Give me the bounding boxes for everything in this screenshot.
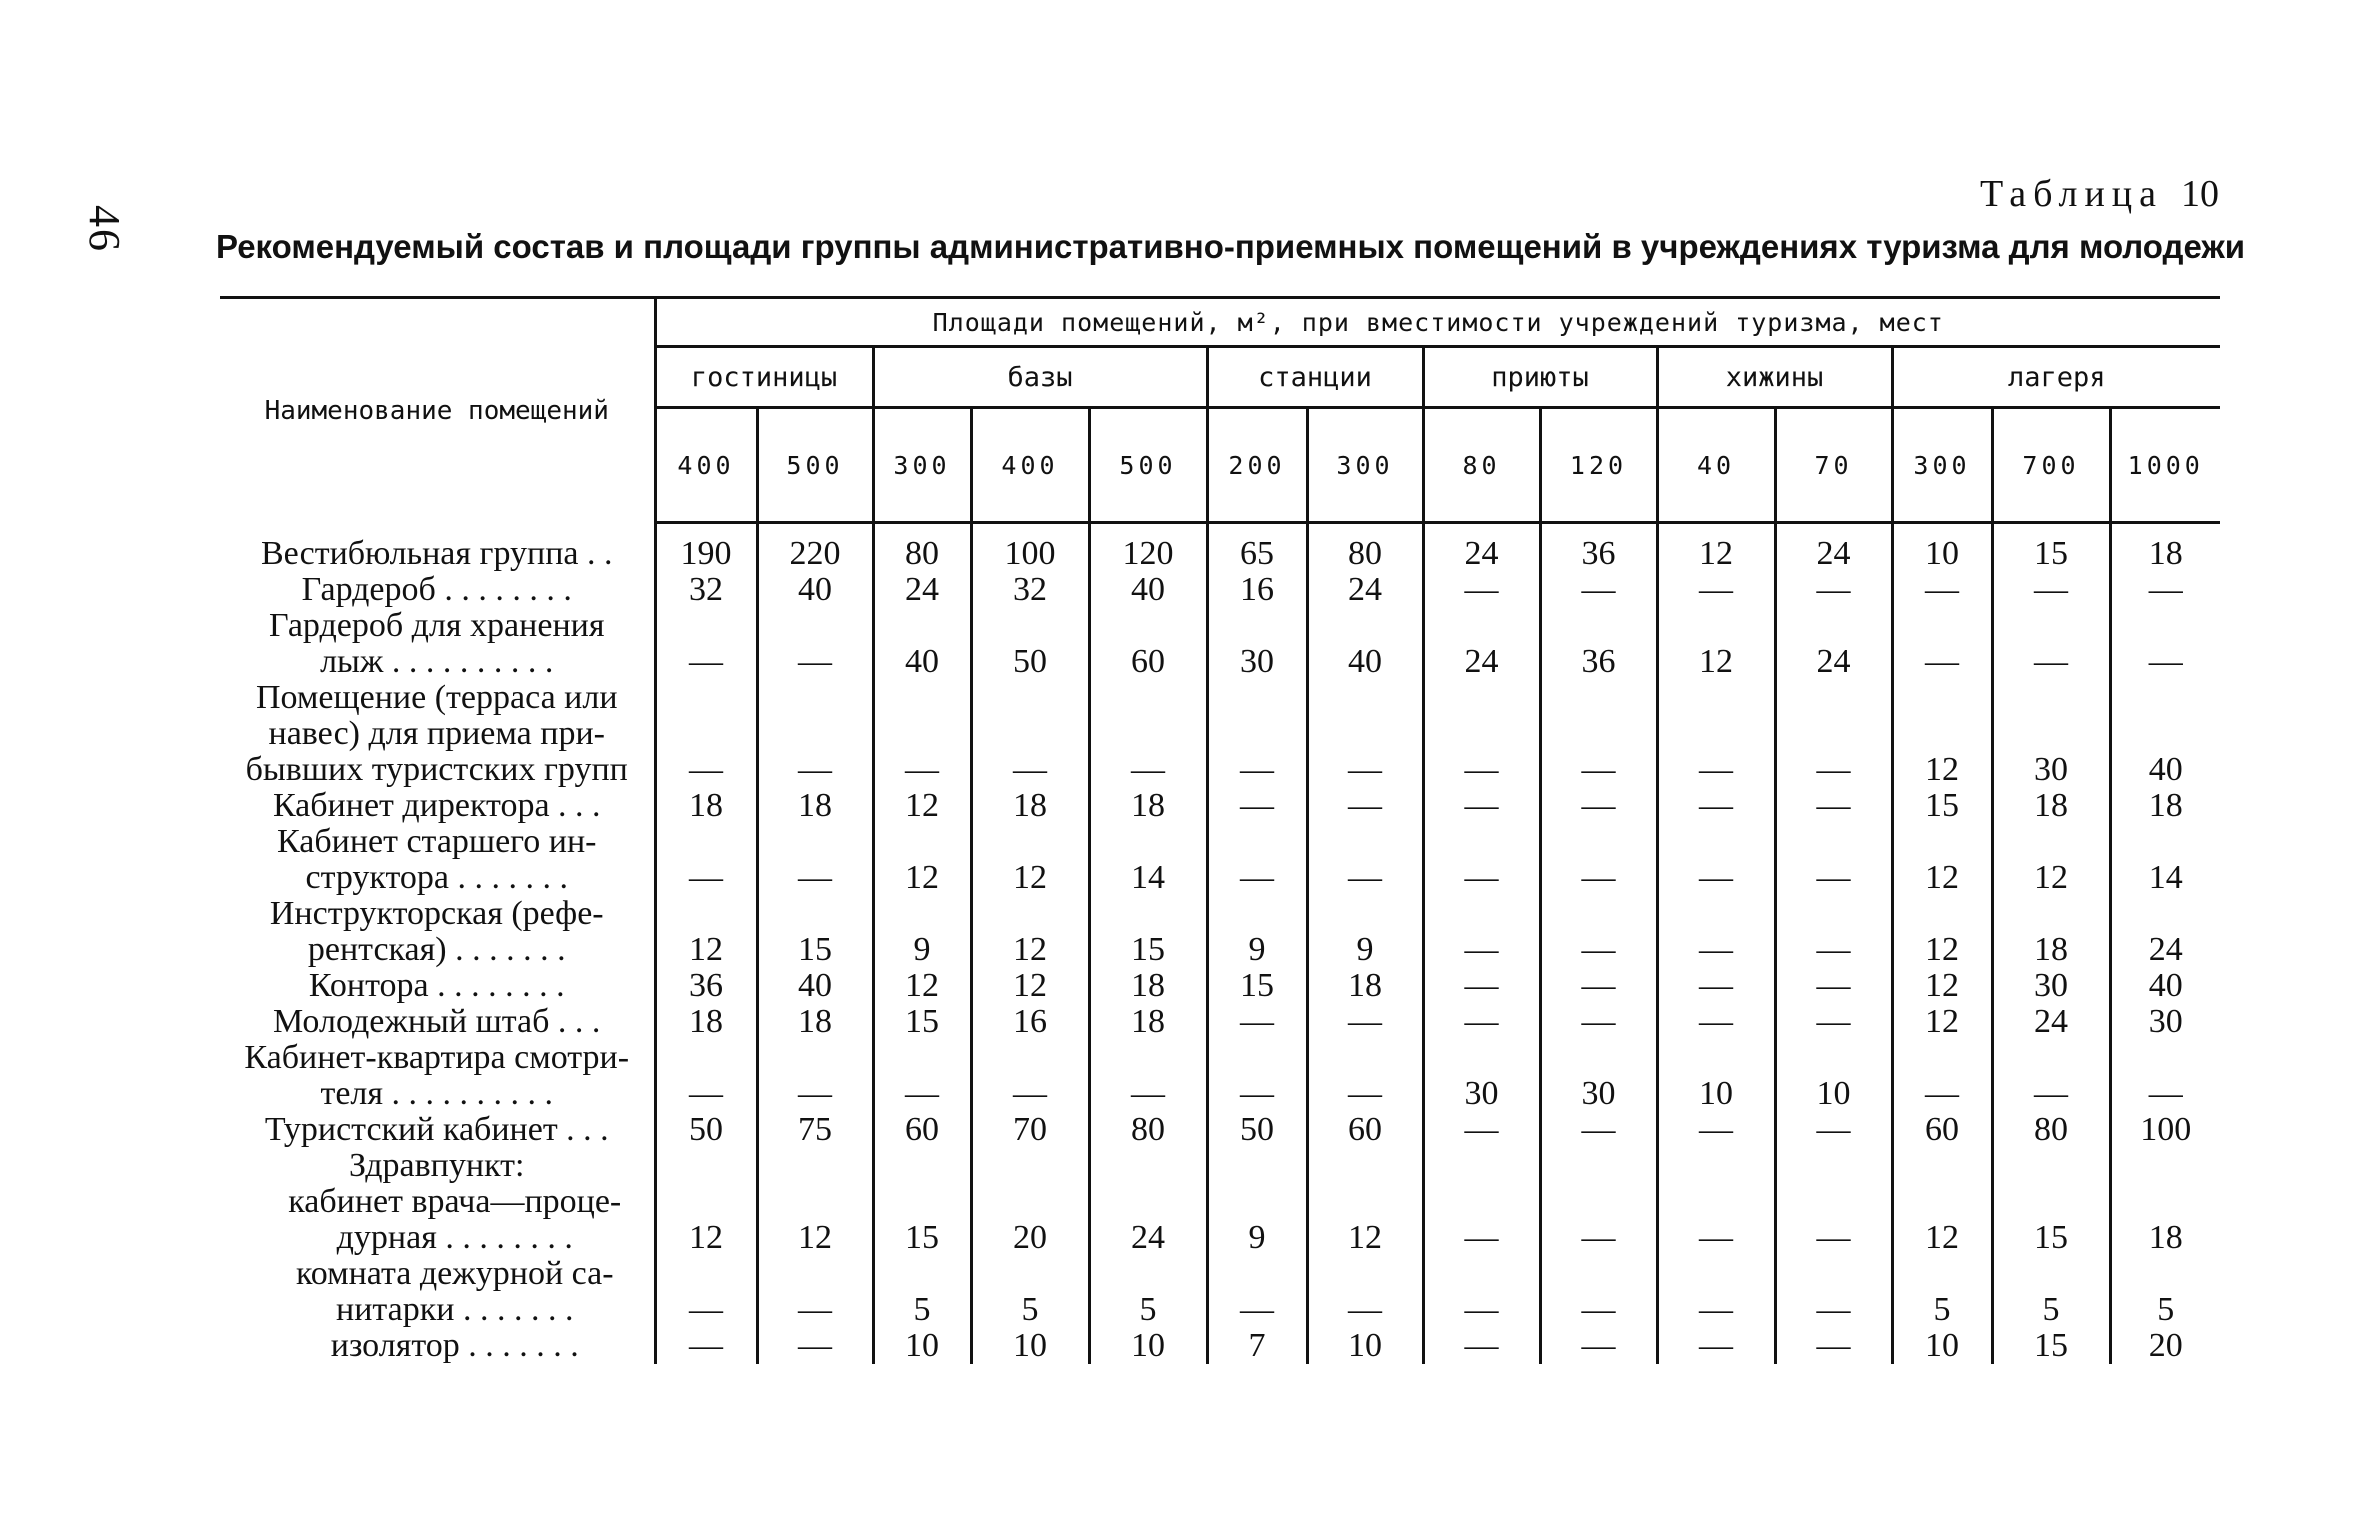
- table-cell: 10: [1892, 1328, 1992, 1364]
- table-cell: 15: [1992, 536, 2110, 572]
- table-cell: [873, 1148, 971, 1184]
- table-row: [220, 680, 2220, 788]
- room-name-line: Вестибюльная группа . .: [261, 535, 613, 572]
- table-cell: [1540, 1148, 1657, 1184]
- table-cell: —: [1657, 680, 1775, 788]
- table-cell: 12: [1992, 824, 2110, 896]
- table-row: [220, 1148, 2220, 1184]
- table-cell: —: [1775, 788, 1892, 824]
- table-cell: —: [1423, 680, 1540, 788]
- table-cell: 18: [757, 788, 873, 824]
- room-name-line: Помещение (терраса или: [255, 679, 618, 716]
- table-cell: 10: [1892, 536, 1992, 572]
- header-capacity: 1000: [2110, 408, 2220, 523]
- table-cell: [1307, 1148, 1423, 1184]
- table-cell: —: [1540, 788, 1657, 824]
- table-cell: 30: [1992, 968, 2110, 1004]
- table-cell: 24: [1775, 608, 1892, 680]
- table-cell: —: [1657, 1004, 1775, 1040]
- table-row: [220, 1004, 2220, 1040]
- table-row: [220, 968, 2220, 1004]
- room-name: [220, 680, 655, 788]
- table-cell: —: [1307, 680, 1423, 788]
- room-name: [220, 1112, 655, 1148]
- table-cell: —: [1775, 680, 1892, 788]
- table-row: [220, 824, 2220, 896]
- table-row: [220, 1184, 2220, 1256]
- table-cell: 18: [655, 788, 757, 824]
- table-cell: —: [1775, 896, 1892, 968]
- table-cell: 100: [971, 536, 1089, 572]
- table-cell: 10: [873, 1328, 971, 1364]
- header-capacity: 40: [1657, 408, 1775, 523]
- table-cell: 30: [1207, 608, 1307, 680]
- table-cell: 15: [873, 1004, 971, 1040]
- table-cell: 80: [1089, 1112, 1207, 1148]
- table-cell: —: [1423, 572, 1540, 608]
- table-cell: 40: [1089, 572, 1207, 608]
- room-name-line: Кабинет старшего ин-: [277, 823, 597, 860]
- table-row: [220, 896, 2220, 968]
- table-cell: —: [1207, 680, 1307, 788]
- header-group: лагеря: [1892, 347, 2220, 408]
- table-cell: 14: [2148, 859, 2183, 896]
- room-name-line: комната дежурной са-: [295, 1255, 614, 1292]
- table-cell: 120: [1089, 536, 1207, 572]
- table-row: [220, 1112, 2220, 1148]
- table-cell: —: [1892, 572, 1992, 608]
- table-cell: —: [1540, 1256, 1657, 1328]
- room-name: [220, 608, 655, 680]
- table-cell: 12: [1892, 968, 1992, 1004]
- table-cell: 18: [1992, 896, 2110, 968]
- table-cell: [1892, 1148, 1992, 1184]
- room-name-line: изолятор . . . . . . .: [330, 1327, 579, 1364]
- table-cell: 75: [757, 1112, 873, 1148]
- table-row: [220, 1040, 2220, 1112]
- table-cell: 18: [2148, 787, 2183, 824]
- header-capacity: 300: [1892, 408, 1992, 523]
- table-cell: —: [1540, 1004, 1657, 1040]
- table-cell: —: [1657, 1328, 1775, 1364]
- table-cell: —: [1423, 896, 1540, 968]
- table-cell: —: [1775, 968, 1892, 1004]
- room-name: [220, 788, 655, 824]
- room-name-line: теля . . . . . . . . . .: [320, 1075, 554, 1112]
- table-row: [220, 1256, 2220, 1328]
- table-cell: —: [1207, 824, 1307, 896]
- table-cell: [2110, 1148, 2220, 1184]
- header-name-column: Наименование помещений: [220, 298, 655, 523]
- table-cell: —: [757, 1256, 873, 1328]
- table-cell: —: [757, 608, 873, 680]
- room-name: [220, 968, 655, 1004]
- header-main: Площади помещений, м², при вместимости учреждений туризма, мест: [655, 298, 2220, 347]
- table-cell: 9: [1307, 896, 1423, 968]
- table-cell: —: [655, 608, 757, 680]
- room-name: [220, 896, 655, 968]
- table-cell: [1657, 1148, 1775, 1184]
- table-cell: —: [1207, 1004, 1307, 1040]
- header-group: хижины: [1657, 347, 1892, 408]
- table-cell: —: [2148, 643, 2183, 680]
- header-capacity: 200: [1207, 408, 1307, 523]
- table-cell: —: [1992, 1040, 2110, 1112]
- header-group: базы: [873, 347, 1207, 408]
- table-cell: —: [1307, 788, 1423, 824]
- table-cell: 12: [971, 968, 1089, 1004]
- table-cell: —: [971, 1040, 1089, 1112]
- table-cell: 18: [1307, 968, 1423, 1004]
- table-cell: 24: [1089, 1184, 1207, 1256]
- table-cell: 12: [1892, 1184, 1992, 1256]
- table-cell: 12: [1657, 608, 1775, 680]
- table-cell: —: [1775, 1004, 1892, 1040]
- table-cell: 24: [1992, 1004, 2110, 1040]
- header-capacity: 300: [1307, 408, 1423, 523]
- table-cell: —: [655, 824, 757, 896]
- room-name: [220, 1148, 655, 1184]
- table-cell: 15: [1992, 1184, 2110, 1256]
- table-cell: —: [1423, 1256, 1540, 1328]
- table-cell: 18: [1992, 788, 2110, 824]
- table-cell: 36: [1540, 536, 1657, 572]
- table-cell: 40: [757, 968, 873, 1004]
- room-name: [220, 536, 655, 572]
- table-cell: 80: [873, 536, 971, 572]
- table-cell: 16: [971, 1004, 1089, 1040]
- room-name: [220, 1184, 655, 1256]
- table-cell: 36: [1540, 608, 1657, 680]
- table-cell: —: [1775, 1112, 1892, 1148]
- room-name-line: Молодежный штаб . . .: [273, 1003, 601, 1040]
- table-cell: —: [1992, 572, 2110, 608]
- table-cell: —: [1540, 896, 1657, 968]
- table-cell: 80: [1992, 1112, 2110, 1148]
- table-cell: —: [1892, 608, 1992, 680]
- table-cell: —: [1423, 1184, 1540, 1256]
- table-cell: 40: [1307, 608, 1423, 680]
- table-cell: 24: [2148, 931, 2183, 968]
- table-row: [220, 608, 2220, 680]
- table-cell: —: [1775, 1328, 1892, 1364]
- table-cell: —: [1423, 788, 1540, 824]
- page-number: 46: [80, 205, 129, 253]
- room-name-line: дурная . . . . . . . .: [336, 1219, 573, 1256]
- table-cell: 80: [1307, 536, 1423, 572]
- room-name-line: нитарки . . . . . . .: [336, 1291, 574, 1328]
- table-cell: —: [1540, 1328, 1657, 1364]
- header-capacity: 400: [971, 408, 1089, 523]
- table-cell: 40: [2148, 751, 2183, 788]
- table-cell: 15: [757, 896, 873, 968]
- room-name-line: структора . . . . . . .: [305, 859, 568, 896]
- table-cell: 15: [873, 1184, 971, 1256]
- table-cell: [971, 1148, 1089, 1184]
- table-cell: —: [655, 1328, 757, 1364]
- header-capacity: 120: [1540, 408, 1657, 523]
- table-cell: 18: [971, 788, 1089, 824]
- table-row: [220, 536, 2220, 572]
- table-cell: 24: [1307, 572, 1423, 608]
- table-cell: 9: [1207, 1184, 1307, 1256]
- table-cell: —: [2148, 1075, 2183, 1112]
- table-cell: 18: [2148, 535, 2183, 572]
- table-cell: 16: [1207, 572, 1307, 608]
- table-cell: 10: [971, 1328, 1089, 1364]
- room-name-line: рентская) . . . . . . .: [307, 931, 566, 968]
- table-cell: —: [757, 1040, 873, 1112]
- table-cell: 30: [2148, 1003, 2183, 1040]
- table-number: 10: [2181, 173, 2219, 215]
- table-cell: —: [1657, 824, 1775, 896]
- table-cell: 18: [757, 1004, 873, 1040]
- table-cell: 18: [1089, 968, 1207, 1004]
- table-cell: [1775, 1148, 1892, 1184]
- table-cell: —: [1657, 1184, 1775, 1256]
- table-cell: 15: [1892, 788, 1992, 824]
- room-name-line: кабинет врача—проце-: [288, 1183, 622, 1220]
- table-cell: [655, 1148, 757, 1184]
- table-cell: 12: [873, 968, 971, 1004]
- table-cell: —: [1207, 1040, 1307, 1112]
- table-row: [220, 1328, 2220, 1364]
- table-cell: 12: [1892, 1004, 1992, 1040]
- table-cell: 9: [1207, 896, 1307, 968]
- table-cell: [1207, 1148, 1307, 1184]
- table-cell: 32: [655, 572, 757, 608]
- table-cell: —: [1307, 1256, 1423, 1328]
- table-cell: 40: [873, 608, 971, 680]
- table-cell: 60: [1892, 1112, 1992, 1148]
- header-group: станции: [1207, 347, 1423, 408]
- table-cell: 15: [1207, 968, 1307, 1004]
- table-cell: 12: [873, 824, 971, 896]
- table-cell: 220: [757, 536, 873, 572]
- table-cell: 60: [1307, 1112, 1423, 1148]
- room-name-line: Контора . . . . . . . .: [308, 967, 565, 1004]
- table-cell: —: [1207, 1256, 1307, 1328]
- room-name-line: навес) для приема при-: [268, 715, 605, 752]
- table-cell: —: [655, 1040, 757, 1112]
- room-name: [220, 824, 655, 896]
- table-cell: —: [1540, 572, 1657, 608]
- table-cell: 5: [1992, 1256, 2110, 1328]
- table-cell: 12: [873, 788, 971, 824]
- table-cell: —: [1540, 680, 1657, 788]
- table-cell: 15: [1089, 896, 1207, 968]
- table-cell: —: [1423, 1004, 1540, 1040]
- table-cell: 5: [873, 1256, 971, 1328]
- table-cell: 10: [1775, 1040, 1892, 1112]
- table-cell: —: [1207, 788, 1307, 824]
- table-cell: 5: [1892, 1256, 1992, 1328]
- table-cell: 10: [1089, 1328, 1207, 1364]
- table-cell: 30: [1423, 1040, 1540, 1112]
- table-cell: —: [1775, 572, 1892, 608]
- room-name: [220, 1256, 655, 1328]
- table-cell: 60: [873, 1112, 971, 1148]
- table-cell: —: [1540, 968, 1657, 1004]
- table-cell: [757, 1148, 873, 1184]
- room-name-line: Гардероб . . . . . . . .: [301, 571, 572, 608]
- table-cell: 5: [1089, 1256, 1207, 1328]
- table-cell: —: [1657, 968, 1775, 1004]
- room-name: [220, 572, 655, 608]
- table-cell: 15: [1992, 1328, 2110, 1364]
- table-cell: 30: [1540, 1040, 1657, 1112]
- header-capacity: 700: [1992, 408, 2110, 523]
- table-cell: 7: [1207, 1328, 1307, 1364]
- room-name: [220, 1004, 655, 1040]
- table-cell: —: [971, 680, 1089, 788]
- table-cell: —: [1089, 680, 1207, 788]
- table-cell: [1089, 1148, 1207, 1184]
- table-cell: 24: [1423, 608, 1540, 680]
- table-cell: [1423, 1148, 1540, 1184]
- table-cell: 18: [1089, 1004, 1207, 1040]
- table-cell: —: [1775, 1184, 1892, 1256]
- table-cell: 10: [1307, 1328, 1423, 1364]
- table-cell: —: [1307, 1004, 1423, 1040]
- table-cell: —: [1657, 572, 1775, 608]
- table-cell: —: [1540, 1112, 1657, 1148]
- table-cell: 18: [2148, 1219, 2183, 1256]
- room-name-line: Туристский кабинет . . .: [264, 1111, 609, 1148]
- table-cell: 12: [1657, 536, 1775, 572]
- table-cell: 24: [1775, 536, 1892, 572]
- table-cell: 12: [655, 896, 757, 968]
- table-cell: —: [873, 680, 971, 788]
- table-cell: —: [1657, 1256, 1775, 1328]
- table-cell: 10: [1657, 1040, 1775, 1112]
- table-cell: 70: [971, 1112, 1089, 1148]
- table-cell: 12: [1307, 1184, 1423, 1256]
- room-name-line: Кабинет-квартира смотри-: [244, 1039, 630, 1076]
- header-capacity: 400: [655, 408, 757, 523]
- table-cell: 5: [2157, 1291, 2175, 1328]
- table-cell: 20: [2148, 1327, 2183, 1364]
- table-cell: 12: [655, 1184, 757, 1256]
- table-cell: 40: [2148, 967, 2183, 1004]
- header-group: гостиницы: [655, 347, 873, 408]
- table-cell: —: [1775, 824, 1892, 896]
- table-cell: 50: [1207, 1112, 1307, 1148]
- table-cell: 50: [971, 608, 1089, 680]
- room-name: [220, 1040, 655, 1112]
- table-cell: —: [757, 1328, 873, 1364]
- table-cell: —: [1307, 1040, 1423, 1112]
- table-cell: 14: [1089, 824, 1207, 896]
- table-cell: —: [1892, 1040, 1992, 1112]
- table-cell: —: [1423, 968, 1540, 1004]
- table-cell: 9: [873, 896, 971, 968]
- table-cell: —: [757, 824, 873, 896]
- table-cell: —: [1540, 824, 1657, 896]
- table-title: Рекомендуемый состав и площади группы административно-приемных помещений в учреждениях туризма для молодежи: [216, 228, 2246, 265]
- table-cell: 12: [1892, 680, 1992, 788]
- table-cell: 12: [1892, 896, 1992, 968]
- table-cell: 36: [655, 968, 757, 1004]
- table-row: [220, 788, 2220, 824]
- table-cell: —: [1089, 1040, 1207, 1112]
- table-cell: 50: [655, 1112, 757, 1148]
- table-cell: 12: [757, 1184, 873, 1256]
- table-cell: 18: [1089, 788, 1207, 824]
- table-cell: 100: [2140, 1111, 2192, 1148]
- table-cell: —: [1540, 1184, 1657, 1256]
- room-name: [220, 1328, 655, 1364]
- header-group: приюты: [1423, 347, 1657, 408]
- table-cell: 190: [655, 536, 757, 572]
- table-cell: —: [1657, 896, 1775, 968]
- rooms-table: [220, 296, 2220, 1364]
- table-cell: —: [757, 680, 873, 788]
- table-cell: —: [1992, 608, 2110, 680]
- table-cell: 32: [971, 572, 1089, 608]
- room-name-line: бывших туристских групп: [245, 751, 628, 788]
- table-cell: —: [1423, 1328, 1540, 1364]
- table-cell: 60: [1089, 608, 1207, 680]
- table-cell: —: [1657, 788, 1775, 824]
- table-cell: —: [1775, 1256, 1892, 1328]
- table-cell: —: [2148, 571, 2183, 608]
- table-cell: 12: [1892, 824, 1992, 896]
- header-capacity: 500: [757, 408, 873, 523]
- table-label: [1980, 172, 2219, 216]
- table-cell: —: [1423, 1112, 1540, 1148]
- table-cell: 18: [655, 1004, 757, 1040]
- room-name-line: Здравпункт:: [349, 1147, 525, 1184]
- table-cell: 40: [757, 572, 873, 608]
- table-cell: —: [873, 1040, 971, 1112]
- room-name-line: Кабинет директора . . .: [272, 787, 601, 824]
- header-capacity: 300: [873, 408, 971, 523]
- table-cell: 20: [971, 1184, 1089, 1256]
- table-cell: 12: [971, 824, 1089, 896]
- table-cell: 24: [873, 572, 971, 608]
- table-cell: —: [1423, 824, 1540, 896]
- header-capacity: 80: [1423, 408, 1540, 523]
- room-name-line: Гардероб для хранения: [269, 607, 605, 644]
- table-cell: —: [655, 680, 757, 788]
- table-label-word: Таблица: [1979, 173, 2163, 215]
- table-row: [220, 572, 2220, 608]
- table-cell: —: [1307, 824, 1423, 896]
- room-name-line: лыж . . . . . . . . . .: [320, 643, 554, 680]
- table-cell: 65: [1207, 536, 1307, 572]
- header-capacity: 70: [1775, 408, 1892, 523]
- table-cell: 24: [1423, 536, 1540, 572]
- header-capacity: 500: [1089, 408, 1207, 523]
- table-cell: 12: [971, 896, 1089, 968]
- table-cell: —: [655, 1256, 757, 1328]
- table-cell: [1992, 1148, 2110, 1184]
- table-cell: —: [1657, 1112, 1775, 1148]
- table-cell: 30: [1992, 680, 2110, 788]
- room-name-line: Инструкторская (рефе-: [269, 895, 604, 932]
- table-cell: 5: [971, 1256, 1089, 1328]
